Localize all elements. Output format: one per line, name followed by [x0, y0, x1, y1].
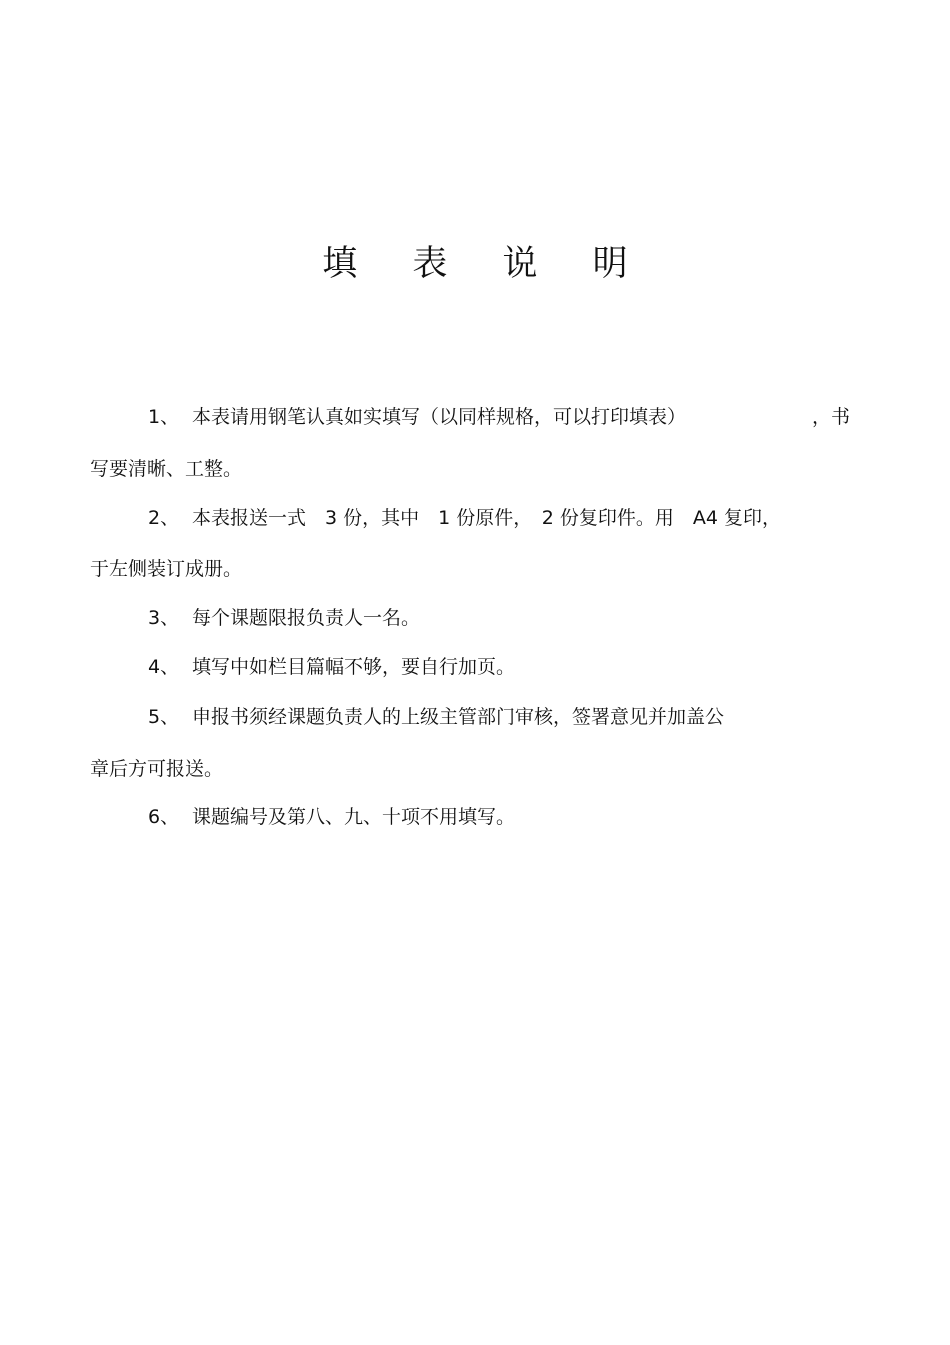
item-text: 本表报送一式 3 份，其中 1 份原件， 2 份复印件。用 A4 复印，: [192, 507, 782, 529]
instruction-item-3: [148, 605, 420, 631]
item-text: 本表请用钢笔认真如实填写（以同样规格，可以打印填表）: [192, 406, 687, 428]
instruction-item-5-continuation: 章后方可报送。: [90, 758, 224, 780]
instruction-item-6: [148, 804, 515, 830]
item-text: 填写中如栏目篇幅不够，要自行加页。: [192, 656, 516, 678]
instruction-item-2: [148, 505, 781, 531]
item-number: 3、: [148, 607, 180, 629]
item-text: 课题编号及第八、九、十项不用填写。: [192, 806, 516, 828]
item-number: 5、: [148, 706, 180, 728]
instruction-item-4: [148, 654, 515, 680]
page-title: 填 表 说 明: [322, 244, 650, 284]
item-text: 每个课题限报负责人一名。: [192, 607, 421, 629]
instruction-item-2-continuation: 于左侧装订成册。: [90, 558, 243, 580]
item-number: 1、: [148, 406, 180, 428]
item-number: 2、: [148, 507, 180, 529]
instruction-item-5: [148, 704, 724, 730]
item-number: 4、: [148, 656, 180, 678]
instruction-item-1: [148, 404, 686, 430]
item-text: 申报书须经课题负责人的上级主管部门审核，签署意见并加盖公: [192, 706, 725, 728]
instruction-item-1-continuation: 写要清晰、工整。: [90, 458, 243, 480]
item-number: 6、: [148, 806, 180, 828]
item-text-tail: ，书: [812, 406, 851, 428]
